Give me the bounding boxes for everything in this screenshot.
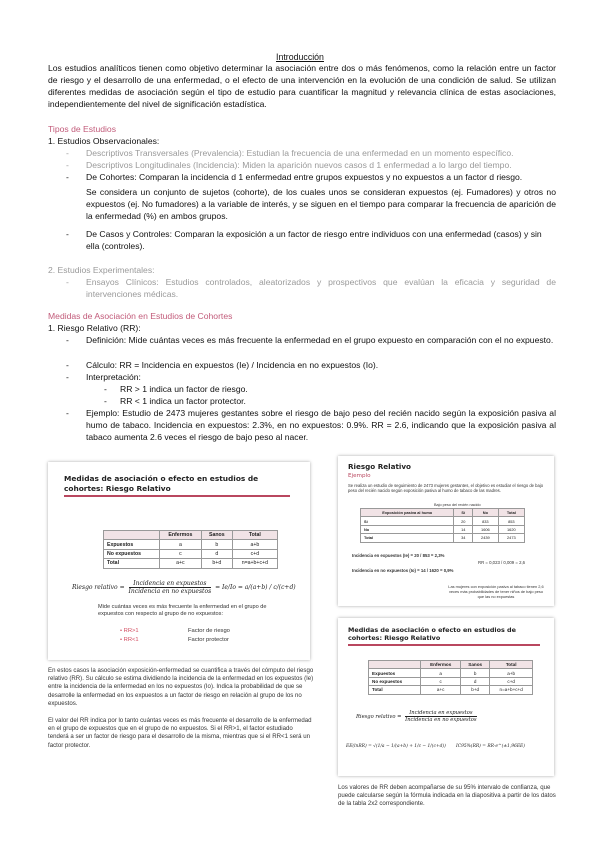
- table-cell: 1620: [498, 525, 524, 533]
- formula-denominator: Incidencia en no expuestos: [128, 588, 212, 595]
- table-header-cell: [104, 531, 160, 540]
- dash-marker: -: [66, 160, 69, 170]
- bullet-dot-icon: •: [120, 637, 123, 643]
- confidence-interval-formula: IC95%(RR) = RR·e^(±1,96EE): [456, 744, 525, 749]
- slide-text: Se realiza un estudio de seguimiento de 2473 mujeres gestantes, el objetivo es estudiar el riesgo de bajo peso del recién nacido según exposición pasiva al humo de tabaco de las madres.: [348, 483, 544, 494]
- table-cell: Sí: [361, 517, 454, 525]
- intro-paragraph: Los estudios analíticos tienen como objetivo determinar la asociación entre dos o más fenómenos, como la relación entre un factor de riesgo y el desarrollo de una enfermedad, o el efecto de una intervención en la evolución de una condición de salud. Se utilizan diferentes medidas de asociación según el tipo de estudio para cuantificar la magnitud y relevancia clínica de estas asociaciones, independientemente del nivel de significación estadística.: [48, 63, 556, 109]
- obs-item-longitudinales: Descriptivos Longitudinales (Incidencia): Miden la aparición nuevos casos d 1 enfermedad a lo largo del tiempo.: [86, 160, 512, 170]
- bullet-value: Factor de riesgo: [188, 628, 230, 634]
- caption-rr-interpretation: El valor del RR indica por lo tanto cuántas veces es más frecuente el desarrollo de la enfermedad en el grupo de expuestos que en el grupo de no expuestos. Si el RR>1, el factor estudiado tenderá a ser un factor de riesgo para el desarrollo de la misma, mientras que si el RR<1 será un factor protector.: [48, 717, 312, 749]
- table-cell: No expuestos: [369, 677, 421, 685]
- table-cell: d: [201, 549, 232, 558]
- formula-rest: = Ie/Io = a/(a+b) / c/(c+d): [215, 584, 296, 591]
- table-cell: b: [461, 669, 490, 677]
- dash-marker: -: [66, 372, 69, 382]
- dash-marker: -: [66, 229, 69, 239]
- table-cell: Expuestos: [369, 669, 421, 677]
- formula-label: Riesgo relativo =: [356, 714, 402, 720]
- dash-marker: -: [66, 277, 69, 287]
- tipos-heading: Tipos de Estudios: [48, 124, 116, 134]
- table-header-cell: No: [473, 509, 499, 517]
- rr-example: Ejemplo: Estudio de 2473 mujeres gestantes sobre el riesgo de bajo peso del recién nacido según la exposición pasiva al humo de tabaco. Incidencia en expuestos: 2.3%, en no expuestos: 0.9%. RR = 2.6, indicando que la exposición pasiva al tabaco aumenta 2.6 veces el riesgo de bajo peso al nacer.: [86, 408, 556, 442]
- table-cell: b: [201, 540, 232, 549]
- obs-item-transversales: Descriptivos Transversales (Prevalencia): Estudian la frecuencia de una enfermedad en un momento específico.: [86, 148, 514, 158]
- slide-subtitle: Ejemplo: [348, 473, 371, 479]
- table-cell: Total: [369, 686, 421, 694]
- table-header-cell: Enfermos: [421, 661, 461, 669]
- table-row: [361, 517, 525, 525]
- table-header-cell: [369, 661, 421, 669]
- formula-denominator: Incidencia en no expuestos: [405, 717, 477, 723]
- table-cell: 2439: [473, 534, 499, 542]
- dash-marker: -: [66, 148, 69, 158]
- formula-label: Riesgo relativo =: [72, 584, 125, 591]
- table-header-cell: Exposición pasiva al humo: [361, 509, 454, 517]
- rr-interpretation: Interpretación:: [86, 372, 141, 382]
- table-cell: 2473: [498, 534, 524, 542]
- table-cell: b+d: [201, 559, 232, 568]
- slide-title: Riesgo Relativo: [348, 462, 411, 471]
- example-table: [360, 508, 525, 543]
- table-row: [369, 669, 533, 677]
- example-conclusion: Las mujeres con exposición pasiva al tabaco tienen 2,6 veces más probabilidades de tener niños de bajo peso que las no expuestas: [448, 584, 544, 599]
- experimentales-heading: 2. Estudios Experimentales:: [48, 265, 155, 275]
- rr-calculation: Cálculo: RR = Incidencia en expuestos (Ie) / Incidencia en no expuestos (Io).: [86, 360, 379, 370]
- table-cell: a+c: [159, 559, 201, 568]
- obs-item-cohortes: De Cohortes: Comparan la incidencia d 1 enfermedad entre grupos expuestos y no expuestos a un factor d riesgo.: [86, 172, 523, 182]
- table-cell: a+b: [232, 540, 277, 549]
- table-header-cell: Sanos: [201, 531, 232, 540]
- bullet-key: RR>1: [123, 628, 139, 634]
- table-cell: 34: [454, 534, 473, 542]
- rr-heading: 1. Riesgo Relativo (RR):: [48, 323, 141, 333]
- table-cell: Expuestos: [104, 540, 160, 549]
- page-title: Introducción: [276, 52, 324, 62]
- slide-rr-definition: [48, 462, 310, 660]
- table-header-cell: Total: [232, 531, 277, 540]
- table-row: [104, 540, 278, 549]
- bullet-key: RR<1: [123, 637, 139, 643]
- formula-numerator: Incidencia en expuestos: [129, 580, 212, 588]
- formula-numerator: Incidencia en expuestos: [405, 710, 476, 717]
- rr-interp-protector: RR < 1 indica un factor protector.: [120, 396, 246, 406]
- table-row: [369, 677, 533, 685]
- slide-rr-confidence: [338, 618, 554, 776]
- table-header-cell: Sanos: [461, 661, 490, 669]
- table-row: [104, 549, 278, 558]
- contingency-table: [368, 660, 533, 695]
- table-header-cell: Total: [498, 509, 524, 517]
- observacionales-heading: 1. Estudios Observacionales:: [48, 136, 160, 146]
- caption-rr-explanation: En estos casos la asociación exposición-enfermedad se cuantifica a través del cómputo del riesgo relativo (RR). Su cálculo se estima dividiendo la incidencia de la enfermedad en los expuestos (Ie) entre la incidencia de la enfermedad en los no expuestos (Io). Indica la probabilidad de que se desarrolle la enfermedad en los expuestos a un factor de riesgo en relación al grupo de los no expuestos.: [48, 667, 314, 707]
- contingency-table: [103, 530, 278, 569]
- slide-title: Medidas de asociación o efecto en estudios de cohortes: Riesgo Relativo: [64, 474, 290, 497]
- table-cell: 853: [498, 517, 524, 525]
- formula-fraction: [129, 580, 212, 595]
- table-cell: Total: [104, 559, 160, 568]
- bullet-rr-lt1: [120, 637, 139, 644]
- incidence-unexposed: Incidencia en no expuestos (Io) = 14 / 1620 = 0,9%: [352, 568, 454, 573]
- table-cell: c: [421, 677, 461, 685]
- table-cell: c+d: [232, 549, 277, 558]
- formula-fraction: [405, 710, 476, 723]
- bullet-value: Factor protector: [188, 637, 229, 643]
- table-cell: n=a+b+c+d: [232, 559, 277, 568]
- table-cell: 20: [454, 517, 473, 525]
- dash-marker: -: [66, 408, 69, 418]
- table-cell: d: [461, 677, 490, 685]
- slide-title: Medidas de asociación o efecto en estudios de cohortes: Riesgo Relativo: [348, 626, 540, 646]
- ensayos-clinicos-item: Ensayos Clínicos: Estudios controlados, aleatorizados y prospectivos que evalúan la eficacia y seguridad de intervenciones médicas.: [86, 277, 556, 299]
- table-cell: a+c: [421, 686, 461, 694]
- dash-marker: -: [104, 384, 107, 394]
- table-cell: b+d: [461, 686, 490, 694]
- table-caption: Bajo peso del recién nacido: [434, 503, 481, 507]
- table-cell: 833: [473, 517, 499, 525]
- rr-formula: [72, 580, 296, 595]
- table-row: [361, 525, 525, 533]
- table-cell: No: [361, 525, 454, 533]
- table-row: [369, 686, 533, 694]
- table-row: [104, 559, 278, 568]
- cohortes-detail: Se considera un conjunto de sujetos (cohorte), de los cuales unos se consideran expuestos (ej. Fumadores) y otros no expuestos (ej. No fumadores) a la variable de interés, y se siguen en el tiempo para comparar la frecuencia de aparición de la enfermedad (%) en ambos grupos.: [86, 187, 556, 221]
- dash-marker: -: [104, 396, 107, 406]
- rr-definition: Definición: Mide cuántas veces es más frecuente la enfermedad en el grupo expuesto en comparación con el no expuesto.: [86, 335, 554, 345]
- table-cell: a: [159, 540, 201, 549]
- table-header-cell: Total: [490, 661, 533, 669]
- incidence-exposed: Incidencia en expuestos (Ie) = 20 / 853 = 2,3%: [352, 553, 445, 558]
- table-header-cell: Sí: [454, 509, 473, 517]
- table-cell: a+b: [490, 669, 533, 677]
- slide-rr-example: [338, 456, 554, 606]
- bullet-rr-gt1: [120, 628, 139, 635]
- caption-confidence-interval: Los valores de RR deben acompañarse de su 95% intervalo de confianza, que puede calcularse según la fórmula indicada en la diapositiva a partir de los datos de la tabla 2x2 correspondiente.: [338, 784, 556, 808]
- rr-interp-risk: RR > 1 indica un factor de riesgo.: [120, 384, 248, 394]
- table-row: [361, 534, 525, 542]
- dash-marker: -: [66, 360, 69, 370]
- table-cell: c+d: [490, 677, 533, 685]
- table-header-cell: Enfermos: [159, 531, 201, 540]
- casos-controles-item: De Casos y Controles: Comparan la exposición a un factor de riesgo entre individuos con una enfermedad (casos) y sin ella (controles).: [86, 229, 542, 251]
- table-cell: No expuestos: [104, 549, 160, 558]
- slide-description: Mide cuántas veces es más frecuente la enfermedad en el grupo de expuestos con respecto al grupo de no expuestos:: [98, 604, 267, 618]
- table-cell: a: [421, 669, 461, 677]
- table-cell: c: [159, 549, 201, 558]
- standard-error-formula: EE(lnRR) = √(1/a − 1/(a+b) + 1/c − 1/(c+d)): [346, 744, 446, 749]
- table-cell: 1606: [473, 525, 499, 533]
- table-cell: Total: [361, 534, 454, 542]
- medidas-heading: Medidas de Asociación en Estudios de Cohortes: [48, 311, 233, 321]
- rr-calculation: RR = 0,023 / 0,009 = 2,6: [478, 560, 526, 565]
- dash-marker: -: [66, 172, 69, 182]
- table-cell: 14: [454, 525, 473, 533]
- dash-marker: -: [66, 335, 69, 345]
- table-cell: n=a+b+c+d: [490, 686, 533, 694]
- bullet-dot-icon: •: [120, 628, 123, 634]
- rr-formula: [356, 710, 479, 723]
